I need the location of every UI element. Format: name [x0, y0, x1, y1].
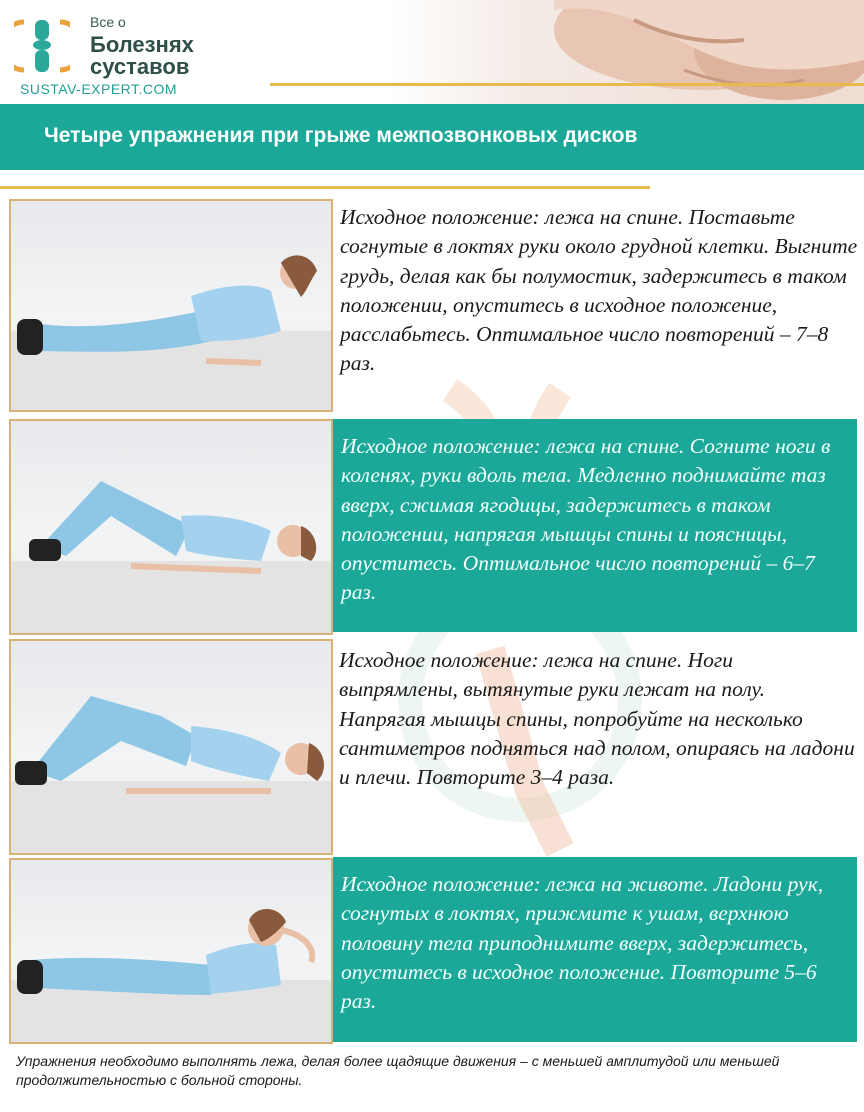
footnote: Упражнения необходимо выполнять лежа, делая более щадящие движения – с меньшей амплитудой или меньшей продолжительностью с больной стороны.: [16, 1053, 780, 1088]
logo-title-line-1: Болезнях: [90, 32, 194, 57]
exercise-photo-4: [9, 858, 333, 1044]
logo-subtitle: Все о: [90, 14, 126, 30]
exercise-1-text: Исходное положение: лежа на спине. Поставьте согнутые в локтях руки около грудной клетки. Выгните грудь, делая как бы полумостик, задержитесь в таком положении, опуститесь в исходное положение, расслабьтесь. Оптимальное число повторений – 7–8 раз.: [340, 205, 858, 376]
exercise-photo-1: [9, 199, 333, 412]
exercise-photo-2: [9, 419, 333, 635]
site-url[interactable]: SUSTAV-EXPERT.COM: [20, 81, 178, 97]
header: [0, 0, 864, 104]
logo-knee-icon: [14, 16, 70, 76]
title-band: [0, 104, 864, 170]
logo-title-line-2: суставов: [90, 54, 190, 79]
divider-line: [0, 186, 650, 189]
divider-line: [270, 83, 864, 86]
page-title: Четыре упражнения при грыже межпозвонковых дисков: [44, 124, 638, 147]
exercise-photo-3: [9, 639, 333, 855]
hand-photo: [404, 0, 864, 104]
exercise-2-text: Исходное положение: лежа на спине. Согните ноги в коленях, руки вдоль тела. Медленно поднимайте таз вверх, сжимая ягодицы, задержитесь в таком положении, напрягая мышцы спины и поясницы, опуститесь. Оптимальное число повторений – 6–7 раз.: [341, 434, 831, 605]
exercise-3-text: Исходное положение: лежа на спине. Ноги выпрямлены, вытянутые руки лежат на полу. Напрягая мышцы спины, попробуйте на несколько сантиметров подняться над полом, опираясь на ладони и плечи. Повторите 3–4 раза.: [339, 648, 855, 790]
exercise-4-text: Исходное положение: лежа на животе. Ладони рук, согнутых в локтях, прижмите к ушам, верхнюю половину тела приподнимите вверх, задержитесь, опуститесь в исходное положение. Повторите 5–6 раз.: [341, 872, 824, 1014]
